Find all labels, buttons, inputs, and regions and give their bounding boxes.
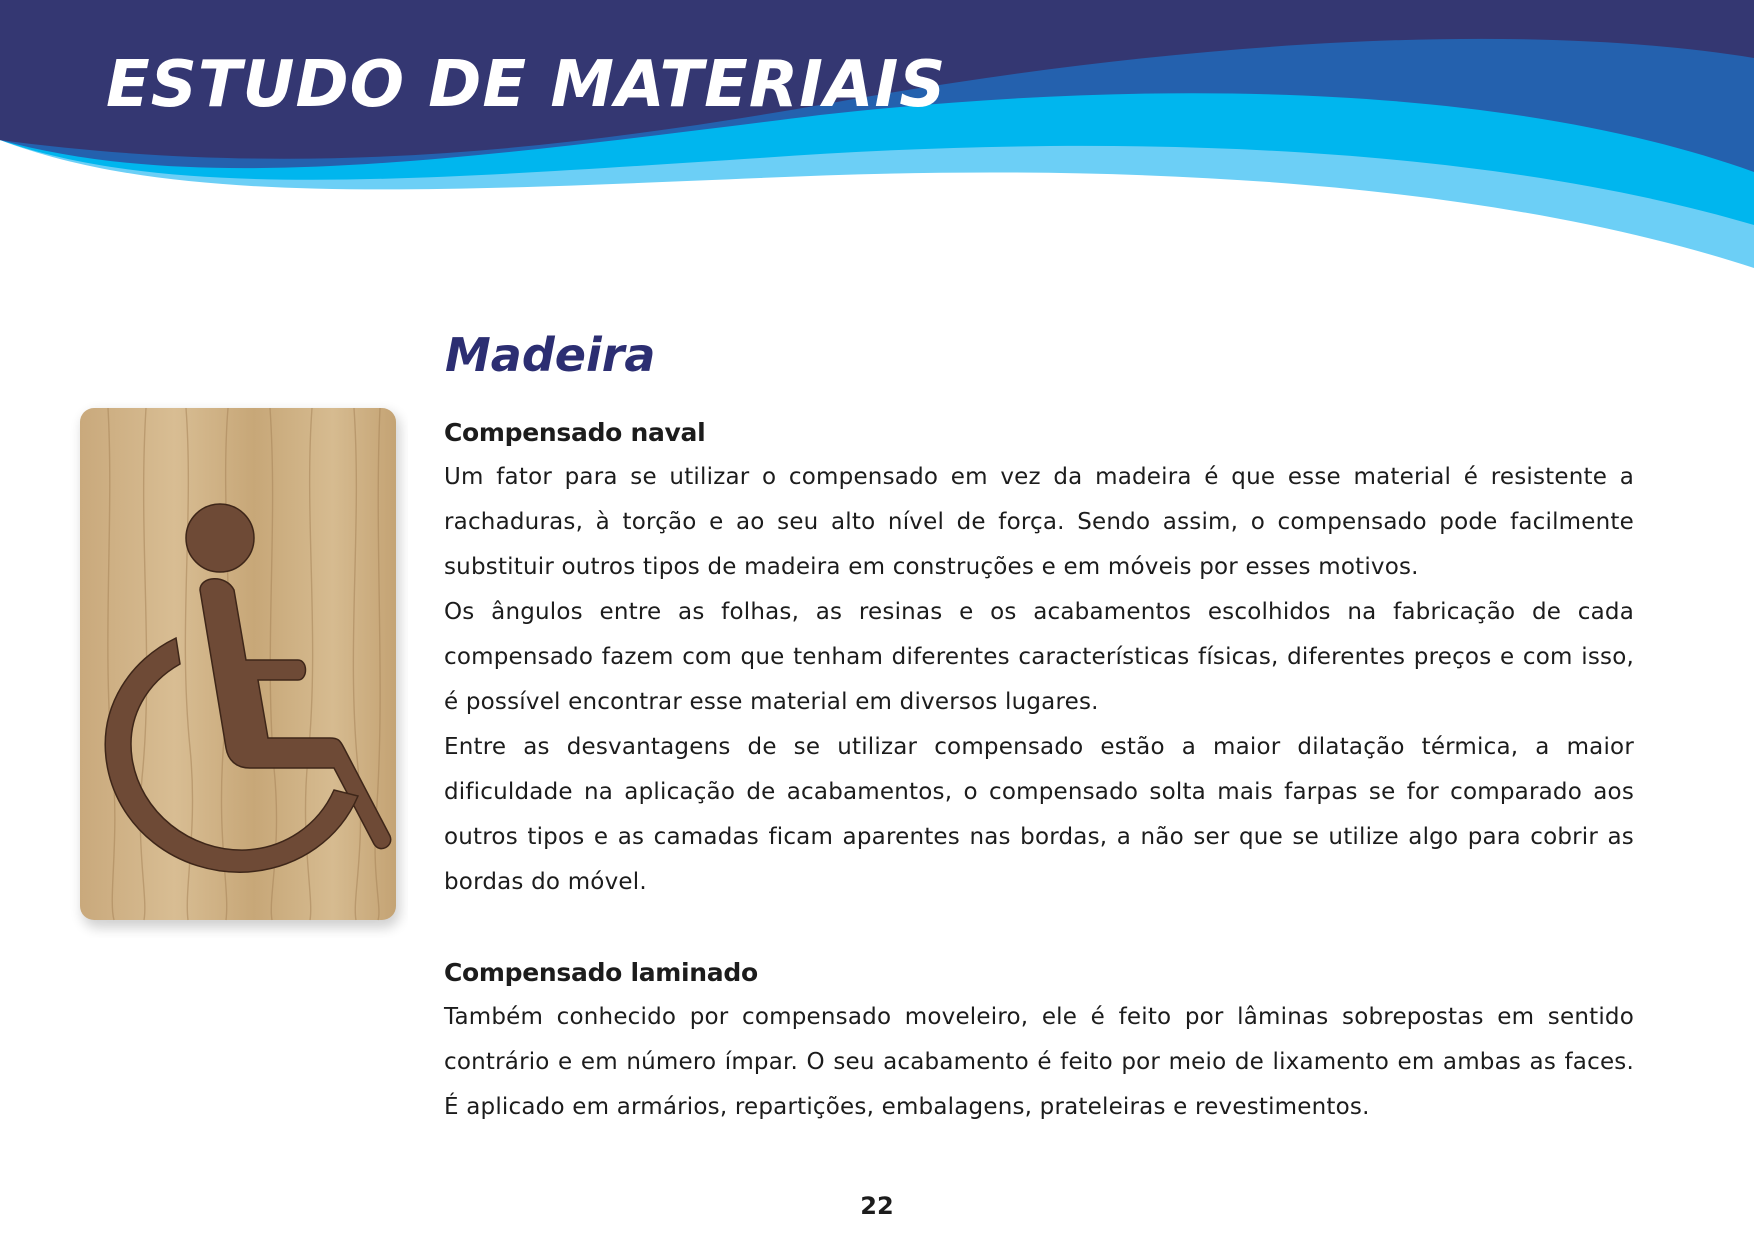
header-wave-banner (0, 0, 1754, 270)
subtitle-compensado-laminado: Compensado laminado (444, 958, 758, 987)
wooden-accessibility-sign-image (68, 398, 408, 938)
paragraph: Entre as desvantagens de se utilizar compensado estão a maior dilatação térmica, a maior dificuldade na aplicação de acabamentos, o compensado solta mais farpas se for comparado aos outros tipos e as camadas ficam aparentes nas bordas, a não ser que se utilize algo para cobrir as bordas do móvel. (444, 734, 1634, 895)
page-title: ESTUDO DE MATERIAIS (106, 48, 947, 122)
subtitle-compensado-naval: Compensado naval (444, 418, 706, 447)
content-body (444, 410, 1634, 1130)
section-title: Madeira (445, 328, 656, 382)
paragraph: Um fator para se utilizar o compensado em vez da madeira é que esse material é resistente a rachaduras, à torção e ao seu alto nível de força. Sendo assim, o compensado pode facilmente substituir outros tipos de madeira em construções e em móveis por esses motivos. (444, 464, 1634, 580)
page-number: 22 (860, 1192, 894, 1220)
paragraph: Também conhecido por compensado moveleiro, ele é feito por lâminas sobrepostas em sentido contrário e em número ímpar. O seu acabamento é feito por meio de lixamento em ambas as faces. É aplicado em armários, repartições, embalagens, prateleiras e revestimentos. (444, 1004, 1634, 1120)
paragraph: Os ângulos entre as folhas, as resinas e os acabamentos escolhidos na fabricação de cada compensado fazem com que tenham diferentes características físicas, diferentes preços e com isso, é possível encontrar esse material em diversos lugares. (444, 599, 1634, 715)
